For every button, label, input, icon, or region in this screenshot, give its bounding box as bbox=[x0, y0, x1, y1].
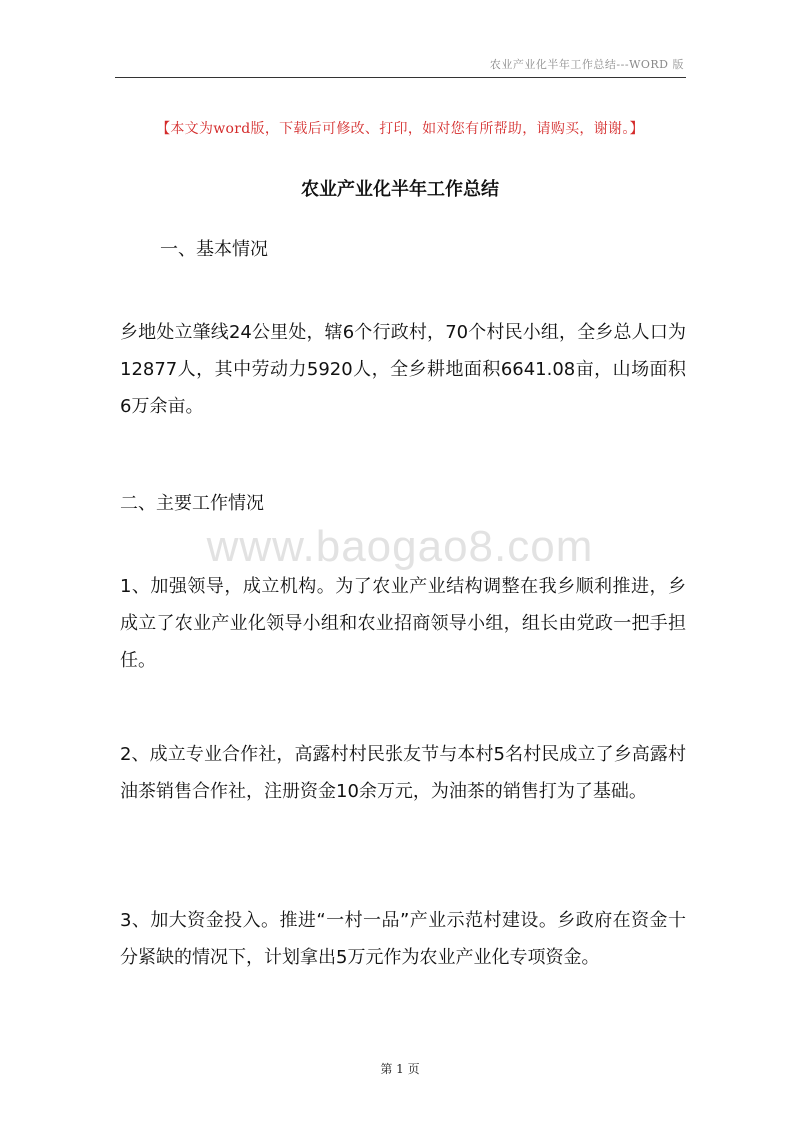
running-header: 农业产业化半年工作总结---WORD 版 bbox=[489, 58, 684, 71]
paragraph-item-1: 1、加强领导，成立机构。为了农业产业结构调整在我乡顺利推进，乡成立了农业产业化领导小组和农业招商领导小组，组长由党政一把手担任。 bbox=[120, 576, 686, 671]
header-divider bbox=[115, 77, 686, 78]
watermark: www.baogao8.com bbox=[206, 522, 594, 571]
paragraph-item-2: 2、成立专业合作社，高露村村民张友节与本村5名村民成立了乡高露村油茶销售合作社，注册资金10余万元，为油茶的销售打为了基础。 bbox=[120, 744, 686, 802]
section-heading-basic: 一、基本情况 bbox=[160, 239, 268, 260]
section-heading-main-work: 二、主要工作情况 bbox=[120, 493, 264, 514]
page-number: 第 1 页 bbox=[380, 1062, 420, 1076]
paragraph-basic-info: 乡地处立肇线24公里处，辖6个行政村，70个村民小组，全乡总人口为12877人，其中劳动力5920人，全乡耕地面积6641.08亩，山场面积6万余亩。 bbox=[120, 322, 686, 417]
document-title: 农业产业化半年工作总结 bbox=[301, 179, 499, 200]
paragraph-item-3: 3、加大资金投入。推进“一村一品”产业示范村建设。乡政府在资金十分紧缺的情况下，计划拿出5万元作为农业产业化专项资金。 bbox=[120, 910, 686, 968]
purchase-notice: 【本文为word版，下载后可修改、打印，如对您有所帮助，请购买，谢谢。】 bbox=[156, 121, 644, 137]
